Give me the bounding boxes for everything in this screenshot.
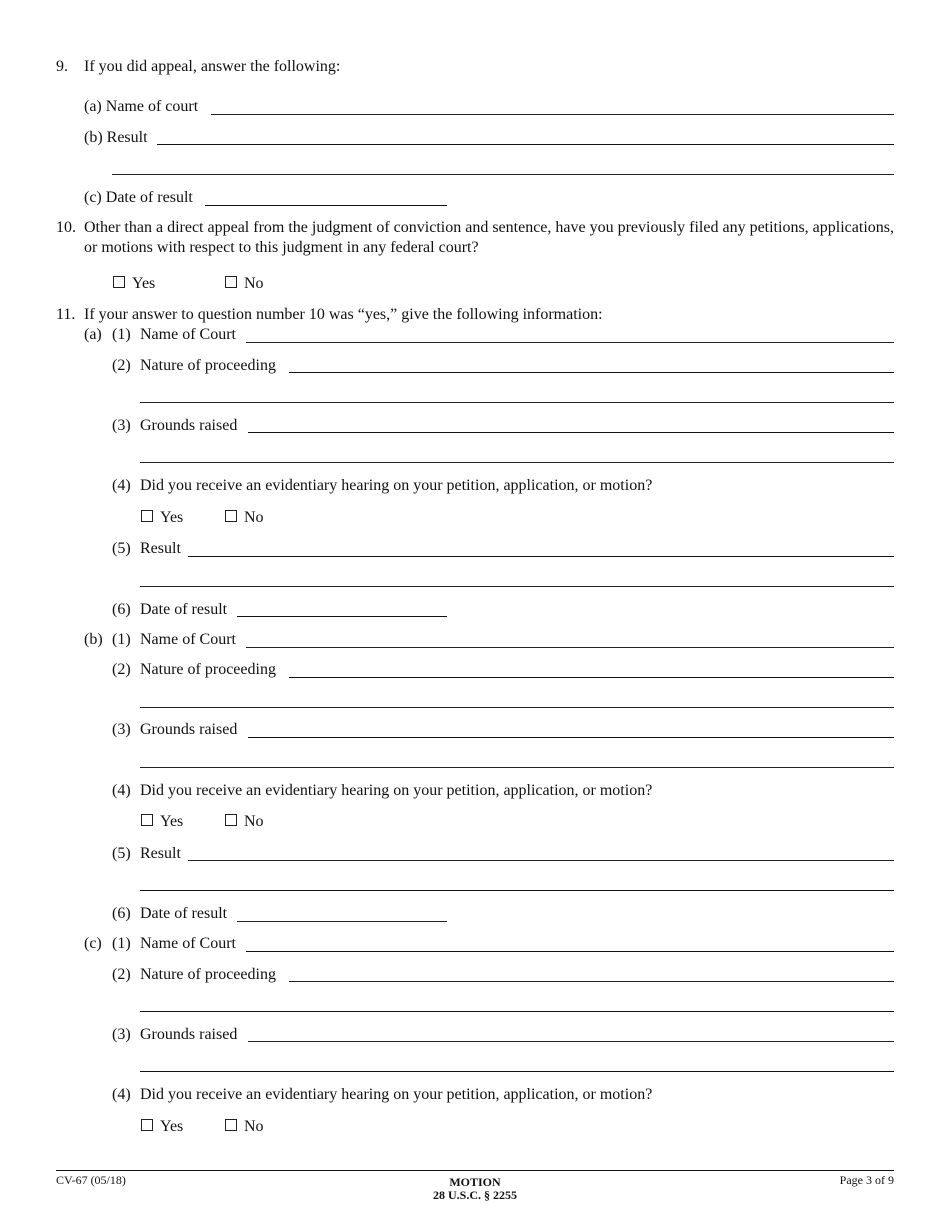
- q11a-grounds-field-line2[interactable]: [140, 462, 894, 463]
- q11b-yes-checkbox[interactable]: [141, 814, 153, 826]
- footer-title: MOTION: [449, 1175, 501, 1189]
- q10-yes-label: Yes: [132, 275, 156, 292]
- form-id: CV-67 (05/18): [56, 1173, 126, 1187]
- q11c2-label: Nature of proceeding: [140, 966, 276, 983]
- q11c-grounds-field[interactable]: [248, 1041, 894, 1042]
- q9a-court-field[interactable]: [211, 114, 894, 115]
- q11b1-num: (1): [112, 631, 131, 648]
- q11b-nature-field[interactable]: [289, 677, 894, 678]
- q11a5-num: (5): [112, 540, 131, 557]
- q11c1-num: (1): [112, 935, 131, 952]
- q9-number: 9.: [56, 58, 68, 75]
- q11c-nature-field[interactable]: [289, 981, 894, 982]
- q11b-yes-label: Yes: [160, 813, 184, 830]
- q11b3-label: Grounds raised: [140, 721, 238, 738]
- q9-prompt: If you did appeal, answer the following:: [84, 58, 341, 75]
- q11a-yes-checkbox[interactable]: [141, 510, 153, 522]
- q11a-grounds-field[interactable]: [248, 432, 894, 433]
- q11b6-label: Date of result: [140, 905, 228, 922]
- q11a-letter: (a): [84, 326, 102, 343]
- q11b1-label: Name of Court: [140, 631, 236, 648]
- footer-statute: 28 U.S.C. § 2255: [432, 1188, 517, 1202]
- q11c3-num: (3): [112, 1026, 131, 1043]
- q11a4-question: Did you receive an evidentiary hearing on your petition, application, or motion?: [140, 477, 653, 494]
- q11a-nature-field-line2[interactable]: [140, 402, 894, 403]
- q11b-no-label: No: [244, 813, 264, 830]
- q11a-no-checkbox[interactable]: [225, 510, 237, 522]
- q11b-date-field[interactable]: [237, 921, 447, 922]
- q11b5-label: Result: [140, 845, 181, 862]
- q11a-result-field[interactable]: [188, 556, 894, 557]
- q11a-date-field[interactable]: [237, 616, 447, 617]
- q11a4-num: (4): [112, 477, 131, 494]
- footer-rule: [56, 1170, 894, 1171]
- q11a-yes-label: Yes: [160, 509, 184, 526]
- q11b-result-field-line2[interactable]: [140, 890, 894, 891]
- q11b5-num: (5): [112, 845, 131, 862]
- q11b-grounds-field-line2[interactable]: [140, 767, 894, 768]
- page-number: Page 3 of 9: [839, 1173, 894, 1187]
- q10-number: 10.: [56, 219, 76, 236]
- q11b2-num: (2): [112, 661, 131, 678]
- q11c4-num: (4): [112, 1086, 131, 1103]
- q11c-nature-field-line2[interactable]: [140, 1011, 894, 1012]
- q11b6-num: (6): [112, 905, 131, 922]
- q11c2-num: (2): [112, 966, 131, 983]
- q9b-result-field-line2[interactable]: [112, 174, 894, 175]
- q10-question: Other than a direct appeal from the judgment of conviction and sentence, have you previously filed any petitions, applications, or motions with respect to this judgment in any federal court?: [84, 219, 894, 256]
- q11a6-num: (6): [112, 601, 131, 618]
- q9c-label: (c) Date of result: [84, 189, 193, 206]
- q10-no-label: No: [244, 275, 264, 292]
- q11c4-question: Did you receive an evidentiary hearing on your petition, application, or motion?: [140, 1086, 653, 1103]
- q11a6-label: Date of result: [140, 601, 228, 618]
- q11b-nature-field-line2[interactable]: [140, 707, 894, 708]
- q9b-result-field[interactable]: [157, 144, 894, 145]
- q11c-yes-checkbox[interactable]: [141, 1119, 153, 1131]
- q11a5-label: Result: [140, 540, 181, 557]
- q11b-court-field[interactable]: [246, 647, 894, 648]
- q11b-result-field[interactable]: [188, 860, 894, 861]
- q11b3-num: (3): [112, 721, 131, 738]
- q11a1-label: Name of Court: [140, 326, 236, 343]
- q11c-yes-label: Yes: [160, 1118, 184, 1135]
- q11c-grounds-field-line2[interactable]: [140, 1071, 894, 1072]
- q11b-no-checkbox[interactable]: [225, 814, 237, 826]
- q11c-court-field[interactable]: [246, 951, 894, 952]
- q11c-no-checkbox[interactable]: [225, 1119, 237, 1131]
- q11a-result-field-line2[interactable]: [140, 586, 894, 587]
- q11b2-label: Nature of proceeding: [140, 661, 276, 678]
- q9a-label: (a) Name of court: [84, 98, 199, 115]
- q10-no-checkbox[interactable]: [225, 276, 237, 288]
- q11-prompt: If your answer to question number 10 was “yes,” give the following information:: [84, 306, 603, 323]
- q11b4-num: (4): [112, 782, 131, 799]
- q9b-label: (b) Result: [84, 129, 148, 146]
- q11b-grounds-field[interactable]: [248, 737, 894, 738]
- q11b4-question: Did you receive an evidentiary hearing on your petition, application, or motion?: [140, 782, 653, 799]
- q11c-letter: (c): [84, 935, 102, 952]
- q11-number: 11.: [56, 306, 76, 323]
- q10-yes-checkbox[interactable]: [113, 276, 125, 288]
- q9c-date-field[interactable]: [205, 205, 447, 206]
- q11b-letter: (b): [84, 631, 103, 648]
- q11a-nature-field[interactable]: [289, 372, 894, 373]
- q11c1-label: Name of Court: [140, 935, 236, 952]
- q11a3-label: Grounds raised: [140, 417, 238, 434]
- q11a2-num: (2): [112, 357, 131, 374]
- q11a1-num: (1): [112, 326, 131, 343]
- q11a3-num: (3): [112, 417, 131, 434]
- q11a-court-field[interactable]: [246, 342, 894, 343]
- q11a-no-label: No: [244, 509, 264, 526]
- q11a2-label: Nature of proceeding: [140, 357, 276, 374]
- q11c3-label: Grounds raised: [140, 1026, 238, 1043]
- q11c-no-label: No: [244, 1118, 264, 1135]
